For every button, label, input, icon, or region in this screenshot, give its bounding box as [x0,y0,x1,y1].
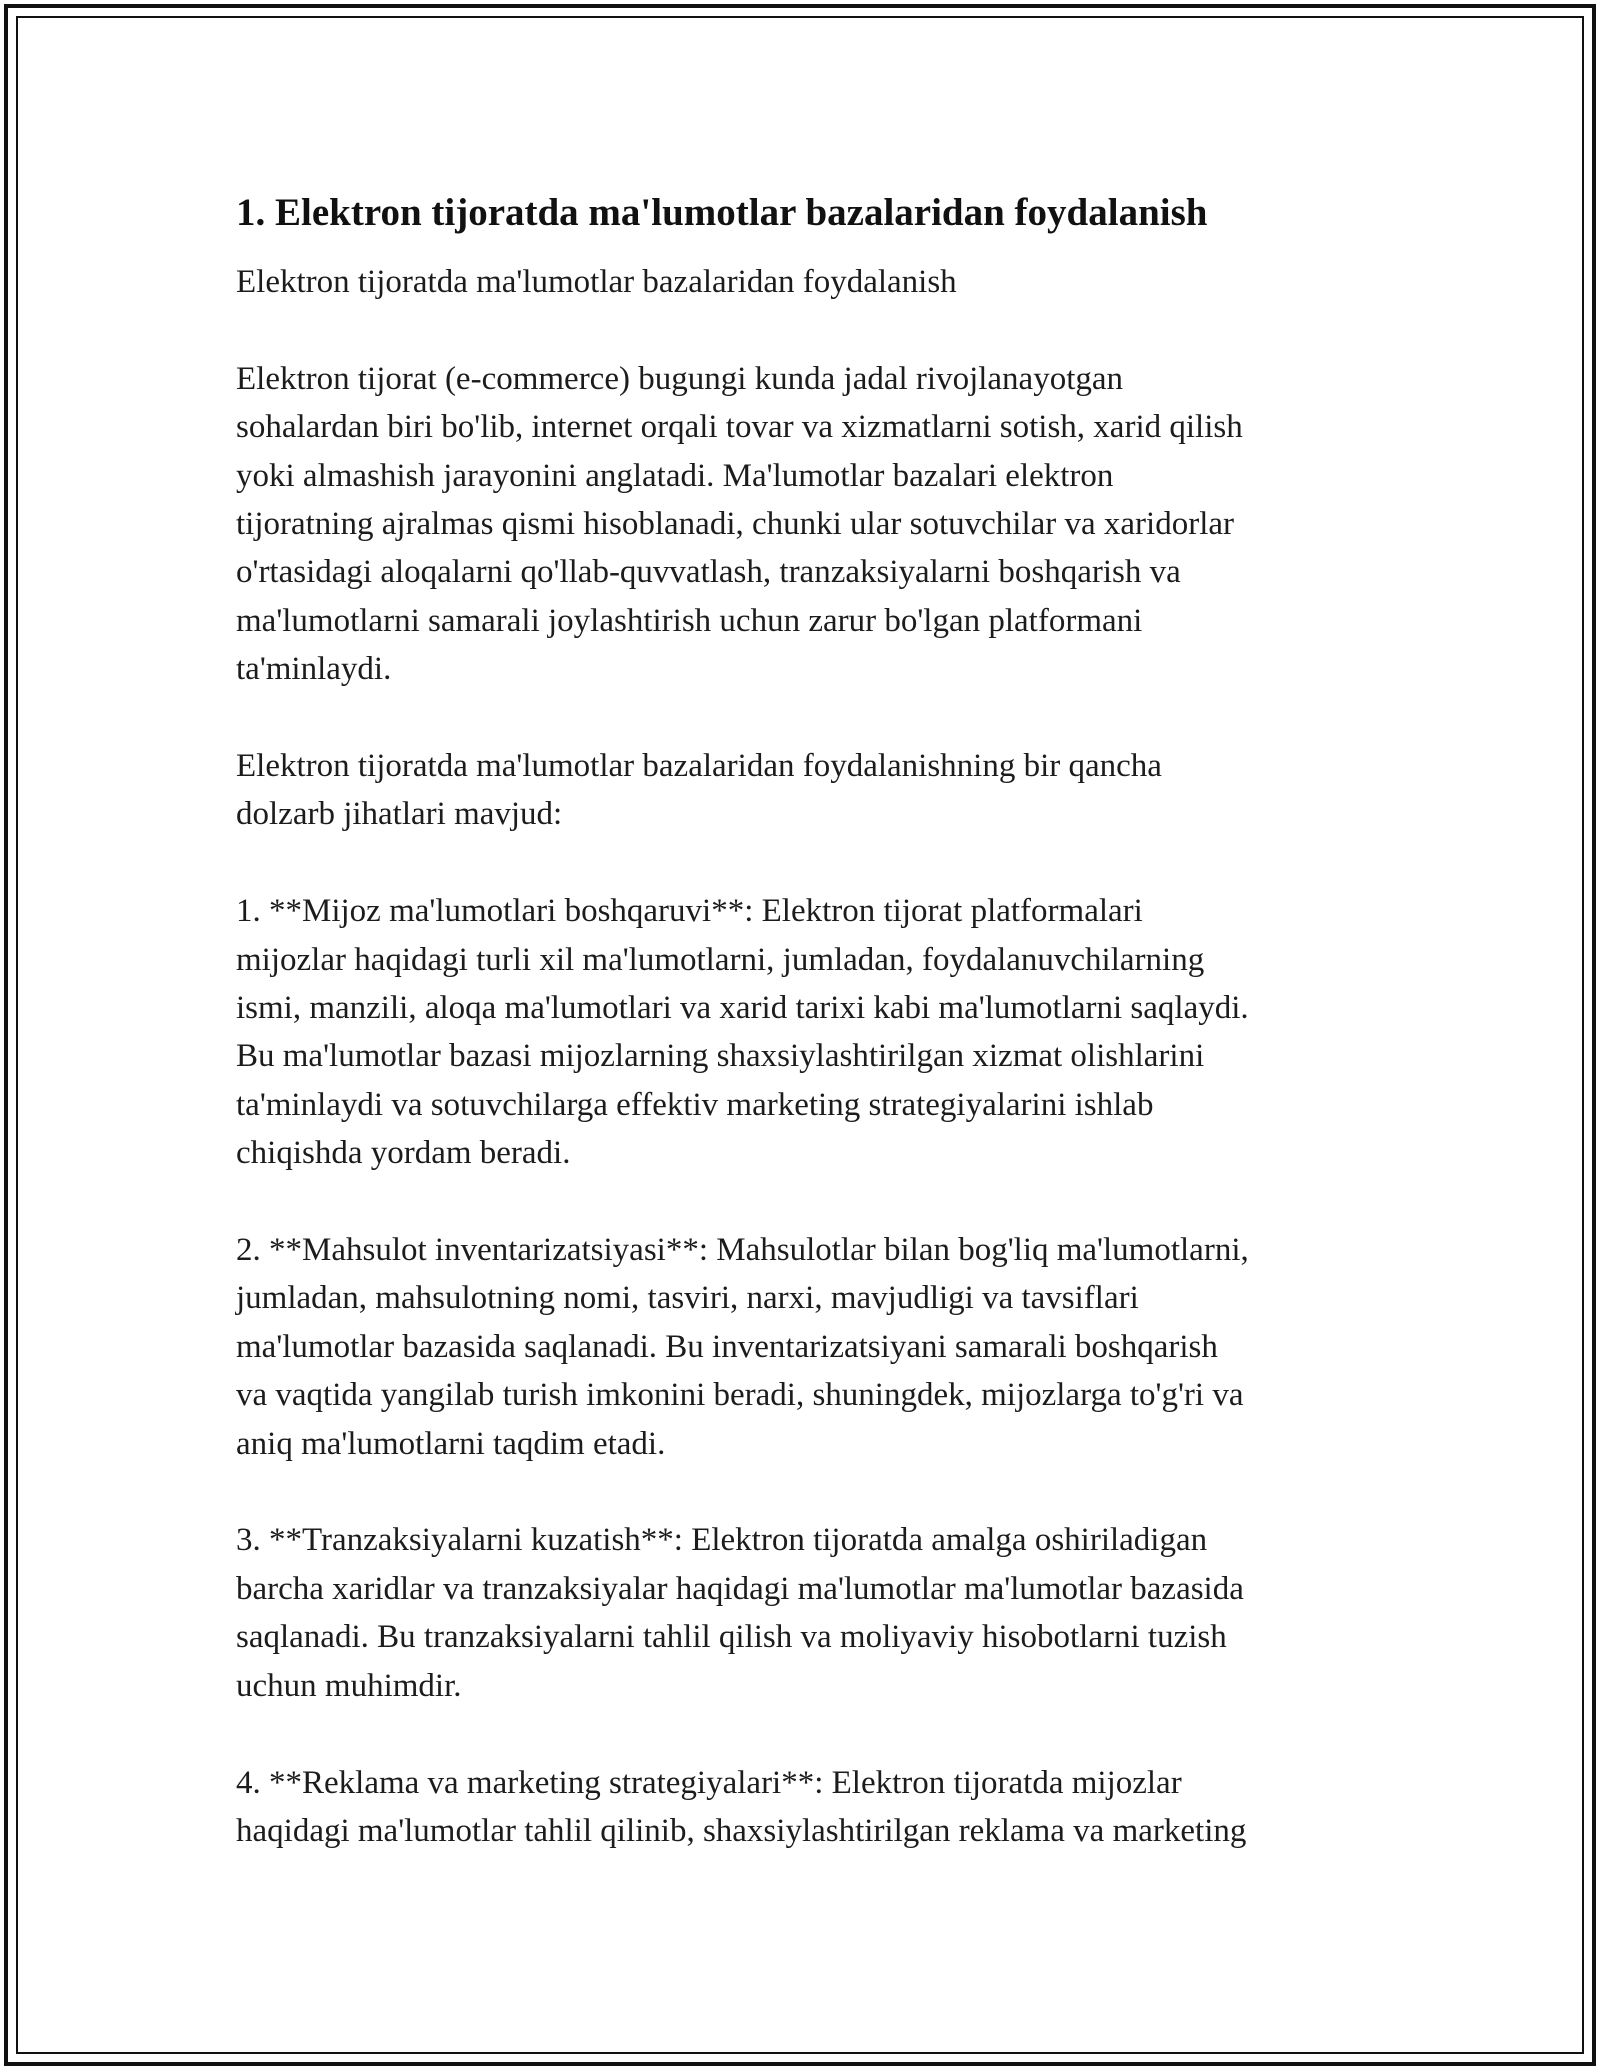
document-body [236,186,1376,1855]
list-item-transaction-tracking: 3. **Tranzaksiyalarni kuzatish**: Elektron tijoratda amalga oshiriladigan barcha xaridlar va tranzaksiyalar haqidagi ma'lumotlar ma'lumotlar bazasida saqlanadi. Bu tranzaksiyalarni tahlil qilish va moliyaviy hisobotlarni tuzish uchun muhimdir. [236,1522,1244,1704]
paragraph-aspects-lead: Elektron tijoratda ma'lumotlar bazalaridan foydalanishning bir qancha dolzarb jihatlari mavjud: [236,748,1162,833]
paragraph-subtitle: Elektron tijoratda ma'lumotlar bazalaridan foydalanish [236,264,957,300]
paragraph-intro: Elektron tijorat (e-commerce) bugungi kunda jadal rivojlanayotgan sohalardan biri bo'lib, internet orqali tovar va xizmatlarni sotish, xarid qilish yoki almashish jarayonini anglatadi. Ma'lumotlar bazalari elektron tijoratning ajralmas qismi hisoblanadi, chunki ular sotuvchilar va xaridorlar o'rtasidagi aloqalarni qo'llab-quvvatlash, tranzaksiyalarni boshqarish va ma'lumotlarni samarali joylashtirish uchun zarur bo'lgan platformani ta'minlaydi. [236,360,1243,688]
list-item-customer-data: 1. **Mijoz ma'lumotlari boshqaruvi**: Elektron tijorat platformalari mijozlar haqidagi turli xil ma'lumotlarni, jumladan, foydalanuvchilarning ismi, manzili, aloqa ma'lumotlari va xarid tarixi kabi ma'lumotlarni saqlaydi. Bu ma'lumotlar bazasi mijozlarning shaxsiylashtirilgan xizmat olishlarini ta'minlaydi va sotuvchilarga effektiv marketing strategiyalarini ishlab chiqishda yordam beradi. [236,893,1249,1172]
list-item-advertising-marketing: 4. **Reklama va marketing strategiyalari**: Elektron tijoratda mijozlar haqidagi ma'lumotlar tahlil qilinib, shaxsiylashtirilgan reklama va marketing [236,1764,1247,1849]
list-item-product-inventory: 2. **Mahsulot inventarizatsiyasi**: Mahsulotlar bilan bog'liq ma'lumotlarni, jumladan, mahsulotning nomi, tasviri, narxi, mavjudligi va tavsiflari ma'lumotlar bazasida saqlanadi. Bu inventarizatsiyani samarali boshqarish va vaqtida yangilab turish imkonini beradi, shuningdek, mijozlarga to'g'ri va aniq ma'lumotlarni taqdim etadi. [236,1232,1249,1462]
document-title: 1. Elektron tijoratda ma'lumotlar bazalaridan foydalanish [236,191,1208,234]
